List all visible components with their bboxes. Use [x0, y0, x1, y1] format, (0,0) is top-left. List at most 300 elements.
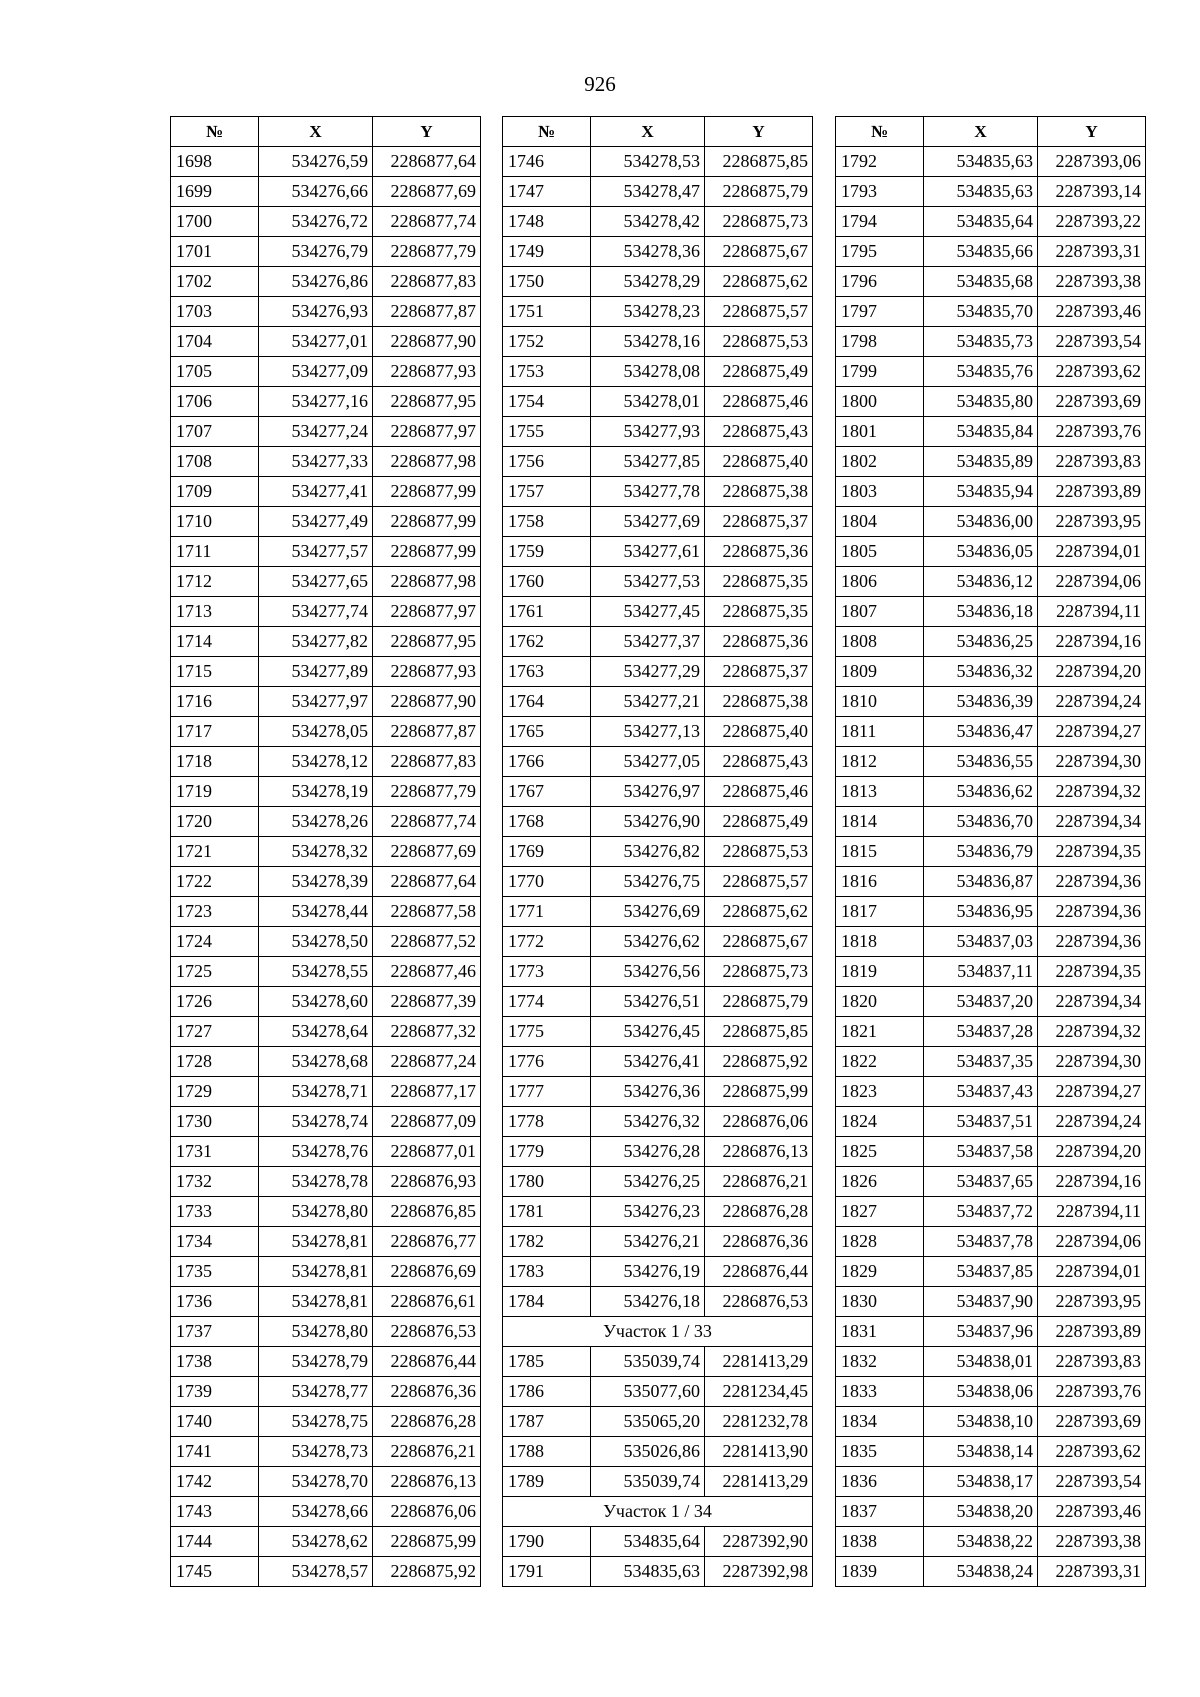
point-number: 1830 [836, 1287, 924, 1317]
table-row [171, 867, 481, 897]
x-coordinate: 534278,73 [259, 1437, 373, 1467]
x-coordinate: 534277,33 [259, 447, 373, 477]
y-coordinate: 2286877,74 [373, 207, 481, 237]
x-coordinate: 534838,24 [924, 1557, 1038, 1587]
coordinates-table-2 [502, 116, 813, 1587]
table-row [503, 1527, 813, 1557]
point-number: 1806 [836, 567, 924, 597]
table-row [836, 207, 1146, 237]
table-row [171, 1557, 481, 1587]
y-coordinate: 2286877,17 [373, 1077, 481, 1107]
point-number: 1756 [503, 447, 591, 477]
section-label: Участок 1 / 34 [503, 1497, 813, 1527]
y-coordinate: 2287393,46 [1038, 297, 1146, 327]
point-number: 1734 [171, 1227, 259, 1257]
y-coordinate: 2287394,27 [1038, 1077, 1146, 1107]
x-coordinate: 534835,64 [924, 207, 1038, 237]
point-number: 1760 [503, 567, 591, 597]
x-coordinate: 534835,64 [591, 1527, 705, 1557]
table-row [171, 747, 481, 777]
y-coordinate: 2281232,78 [705, 1407, 813, 1437]
table-header-row [836, 117, 1146, 147]
x-coordinate: 534278,47 [591, 177, 705, 207]
y-coordinate: 2286875,49 [705, 807, 813, 837]
x-coordinate: 534278,55 [259, 957, 373, 987]
y-coordinate: 2287394,36 [1038, 867, 1146, 897]
x-coordinate: 534277,78 [591, 477, 705, 507]
y-coordinate: 2286876,13 [705, 1137, 813, 1167]
point-number: 1764 [503, 687, 591, 717]
x-coordinate: 535039,74 [591, 1347, 705, 1377]
y-coordinate: 2286877,97 [373, 417, 481, 447]
point-number: 1812 [836, 747, 924, 777]
table-row [503, 1077, 813, 1107]
coordinates-table-1 [170, 116, 481, 1587]
point-number: 1820 [836, 987, 924, 1017]
table-row [171, 897, 481, 927]
y-coordinate: 2286875,43 [705, 747, 813, 777]
point-number: 1719 [171, 777, 259, 807]
y-coordinate: 2286877,97 [373, 597, 481, 627]
point-number: 1706 [171, 387, 259, 417]
point-number: 1836 [836, 1467, 924, 1497]
table-row [836, 717, 1146, 747]
y-coordinate: 2286877,58 [373, 897, 481, 927]
point-number: 1772 [503, 927, 591, 957]
table-row [171, 597, 481, 627]
point-number: 1774 [503, 987, 591, 1017]
y-coordinate: 2287394,20 [1038, 1137, 1146, 1167]
y-coordinate: 2286877,64 [373, 147, 481, 177]
x-coordinate: 534835,63 [924, 177, 1038, 207]
table-row [171, 177, 481, 207]
table-row [503, 1437, 813, 1467]
point-number: 1815 [836, 837, 924, 867]
x-coordinate: 535077,60 [591, 1377, 705, 1407]
table-row [836, 957, 1146, 987]
x-coordinate: 535039,74 [591, 1467, 705, 1497]
table-row [503, 747, 813, 777]
point-number: 1754 [503, 387, 591, 417]
table-row [836, 267, 1146, 297]
x-coordinate: 534278,70 [259, 1467, 373, 1497]
x-coordinate: 534277,57 [259, 537, 373, 567]
y-coordinate: 2287393,46 [1038, 1497, 1146, 1527]
table-row [836, 657, 1146, 687]
x-coordinate: 534278,76 [259, 1137, 373, 1167]
point-number: 1792 [836, 147, 924, 177]
point-number: 1784 [503, 1287, 591, 1317]
table-row [503, 357, 813, 387]
y-coordinate: 2286876,44 [373, 1347, 481, 1377]
y-coordinate: 2286876,53 [373, 1317, 481, 1347]
table-row [503, 1377, 813, 1407]
point-number: 1763 [503, 657, 591, 687]
x-coordinate: 535065,20 [591, 1407, 705, 1437]
x-coordinate: 534837,65 [924, 1167, 1038, 1197]
table-row [503, 597, 813, 627]
table-row [171, 1347, 481, 1377]
x-coordinate: 534278,23 [591, 297, 705, 327]
y-coordinate: 2286876,36 [705, 1227, 813, 1257]
x-coordinate: 534837,72 [924, 1197, 1038, 1227]
table-row [836, 1287, 1146, 1317]
x-coordinate: 534835,68 [924, 267, 1038, 297]
x-coordinate: 534277,13 [591, 717, 705, 747]
point-number: 1709 [171, 477, 259, 507]
y-coordinate: 2286875,40 [705, 717, 813, 747]
x-coordinate: 534276,28 [591, 1137, 705, 1167]
x-coordinate: 534278,32 [259, 837, 373, 867]
table-row [171, 807, 481, 837]
point-number: 1791 [503, 1557, 591, 1587]
y-coordinate: 2286877,95 [373, 387, 481, 417]
point-number: 1740 [171, 1407, 259, 1437]
y-coordinate: 2286877,09 [373, 1107, 481, 1137]
x-coordinate: 534276,51 [591, 987, 705, 1017]
table-row [171, 477, 481, 507]
y-coordinate: 2286876,53 [705, 1287, 813, 1317]
x-coordinate: 534277,65 [259, 567, 373, 597]
y-coordinate: 2286877,69 [373, 837, 481, 867]
point-number: 1811 [836, 717, 924, 747]
point-number: 1797 [836, 297, 924, 327]
x-coordinate: 534278,42 [591, 207, 705, 237]
y-coordinate: 2286875,85 [705, 147, 813, 177]
x-coordinate: 534835,63 [924, 147, 1038, 177]
point-number: 1749 [503, 237, 591, 267]
y-coordinate: 2287393,69 [1038, 1407, 1146, 1437]
header-y: Y [1038, 117, 1146, 147]
y-coordinate: 2286877,87 [373, 717, 481, 747]
x-coordinate: 534277,93 [591, 417, 705, 447]
table-row [171, 1437, 481, 1467]
y-coordinate: 2286877,39 [373, 987, 481, 1017]
y-coordinate: 2286876,06 [705, 1107, 813, 1137]
y-coordinate: 2286875,57 [705, 867, 813, 897]
table-row [836, 237, 1146, 267]
table-row [836, 357, 1146, 387]
table-row [836, 1257, 1146, 1287]
x-coordinate: 534837,28 [924, 1017, 1038, 1047]
y-coordinate: 2286875,57 [705, 297, 813, 327]
y-coordinate: 2287394,11 [1038, 597, 1146, 627]
y-coordinate: 2286877,99 [373, 507, 481, 537]
table-row [503, 1017, 813, 1047]
table-row [836, 1347, 1146, 1377]
point-number: 1716 [171, 687, 259, 717]
table-row [836, 1467, 1146, 1497]
x-coordinate: 534836,39 [924, 687, 1038, 717]
y-coordinate: 2286875,73 [705, 207, 813, 237]
x-coordinate: 534278,60 [259, 987, 373, 1017]
x-coordinate: 534277,89 [259, 657, 373, 687]
point-number: 1707 [171, 417, 259, 447]
x-coordinate: 534277,61 [591, 537, 705, 567]
table-row [503, 297, 813, 327]
x-coordinate: 534278,78 [259, 1167, 373, 1197]
y-coordinate: 2286875,38 [705, 477, 813, 507]
x-coordinate: 534837,11 [924, 957, 1038, 987]
point-number: 1725 [171, 957, 259, 987]
point-number: 1819 [836, 957, 924, 987]
y-coordinate: 2286877,98 [373, 567, 481, 597]
x-coordinate: 534278,62 [259, 1527, 373, 1557]
x-coordinate: 534835,63 [591, 1557, 705, 1587]
y-coordinate: 2286877,32 [373, 1017, 481, 1047]
x-coordinate: 534838,20 [924, 1497, 1038, 1527]
x-coordinate: 534278,66 [259, 1497, 373, 1527]
y-coordinate: 2287393,83 [1038, 447, 1146, 477]
point-number: 1765 [503, 717, 591, 747]
table-row [836, 1527, 1146, 1557]
x-coordinate: 534837,03 [924, 927, 1038, 957]
y-coordinate: 2286877,90 [373, 327, 481, 357]
table-row [503, 837, 813, 867]
point-number: 1731 [171, 1137, 259, 1167]
x-coordinate: 534835,80 [924, 387, 1038, 417]
point-number: 1769 [503, 837, 591, 867]
y-coordinate: 2281413,29 [705, 1347, 813, 1377]
y-coordinate: 2286876,61 [373, 1287, 481, 1317]
x-coordinate: 534278,01 [591, 387, 705, 417]
x-coordinate: 534836,70 [924, 807, 1038, 837]
y-coordinate: 2287393,31 [1038, 1557, 1146, 1587]
point-number: 1798 [836, 327, 924, 357]
y-coordinate: 2287392,98 [705, 1557, 813, 1587]
point-number: 1736 [171, 1287, 259, 1317]
point-number: 1786 [503, 1377, 591, 1407]
x-coordinate: 534277,01 [259, 327, 373, 357]
x-coordinate: 534838,01 [924, 1347, 1038, 1377]
y-coordinate: 2287394,30 [1038, 1047, 1146, 1077]
y-coordinate: 2287393,22 [1038, 207, 1146, 237]
x-coordinate: 534277,29 [591, 657, 705, 687]
x-coordinate: 534277,24 [259, 417, 373, 447]
x-coordinate: 534276,59 [259, 147, 373, 177]
table-row [836, 867, 1146, 897]
point-number: 1748 [503, 207, 591, 237]
table-row [836, 927, 1146, 957]
table-row [503, 1347, 813, 1377]
y-coordinate: 2286877,93 [373, 657, 481, 687]
point-number: 1789 [503, 1467, 591, 1497]
y-coordinate: 2286875,92 [373, 1557, 481, 1587]
point-number: 1767 [503, 777, 591, 807]
x-coordinate: 534277,37 [591, 627, 705, 657]
table-row [503, 327, 813, 357]
table-row [503, 237, 813, 267]
point-number: 1826 [836, 1167, 924, 1197]
table-row [171, 417, 481, 447]
point-number: 1743 [171, 1497, 259, 1527]
y-coordinate: 2286876,06 [373, 1497, 481, 1527]
y-coordinate: 2287394,27 [1038, 717, 1146, 747]
x-coordinate: 534276,32 [591, 1107, 705, 1137]
table-row [836, 627, 1146, 657]
table-row [836, 807, 1146, 837]
table-row [836, 1317, 1146, 1347]
table-row [503, 177, 813, 207]
table-row [171, 1467, 481, 1497]
table-row [503, 1557, 813, 1587]
x-coordinate: 534277,49 [259, 507, 373, 537]
table-row [836, 897, 1146, 927]
table-row [836, 387, 1146, 417]
y-coordinate: 2286875,53 [705, 837, 813, 867]
x-coordinate: 534278,79 [259, 1347, 373, 1377]
y-coordinate: 2286877,83 [373, 747, 481, 777]
table-row [503, 1227, 813, 1257]
y-coordinate: 2286877,90 [373, 687, 481, 717]
table-row [171, 1167, 481, 1197]
point-number: 1723 [171, 897, 259, 927]
x-coordinate: 534276,62 [591, 927, 705, 957]
point-number: 1829 [836, 1257, 924, 1287]
point-number: 1762 [503, 627, 591, 657]
y-coordinate: 2286877,46 [373, 957, 481, 987]
x-coordinate: 534278,81 [259, 1257, 373, 1287]
point-number: 1727 [171, 1017, 259, 1047]
point-number: 1805 [836, 537, 924, 567]
y-coordinate: 2286875,49 [705, 357, 813, 387]
y-coordinate: 2286876,21 [705, 1167, 813, 1197]
table-row [171, 267, 481, 297]
table-row [503, 927, 813, 957]
table-row [836, 1107, 1146, 1137]
point-number: 1712 [171, 567, 259, 597]
x-coordinate: 534278,74 [259, 1107, 373, 1137]
point-number: 1807 [836, 597, 924, 627]
x-coordinate: 534278,50 [259, 927, 373, 957]
table-row [836, 687, 1146, 717]
y-coordinate: 2286877,98 [373, 447, 481, 477]
y-coordinate: 2286875,35 [705, 567, 813, 597]
table-row [171, 297, 481, 327]
table-row [171, 327, 481, 357]
y-coordinate: 2287394,20 [1038, 657, 1146, 687]
table-row [836, 1197, 1146, 1227]
point-number: 1794 [836, 207, 924, 237]
table-row [836, 1167, 1146, 1197]
header-y: Y [705, 117, 813, 147]
header-num: № [503, 117, 591, 147]
y-coordinate: 2287393,89 [1038, 1317, 1146, 1347]
table-row [503, 1167, 813, 1197]
y-coordinate: 2286875,79 [705, 177, 813, 207]
x-coordinate: 534278,08 [591, 357, 705, 387]
y-coordinate: 2287392,90 [705, 1527, 813, 1557]
table-row [171, 1287, 481, 1317]
header-x: X [591, 117, 705, 147]
x-coordinate: 534278,44 [259, 897, 373, 927]
y-coordinate: 2286876,28 [705, 1197, 813, 1227]
point-number: 1838 [836, 1527, 924, 1557]
x-coordinate: 534838,06 [924, 1377, 1038, 1407]
y-coordinate: 2287394,01 [1038, 537, 1146, 567]
y-coordinate: 2286877,87 [373, 297, 481, 327]
x-coordinate: 534276,79 [259, 237, 373, 267]
y-coordinate: 2286877,01 [373, 1137, 481, 1167]
y-coordinate: 2287394,24 [1038, 687, 1146, 717]
x-coordinate: 534278,05 [259, 717, 373, 747]
x-coordinate: 534278,77 [259, 1377, 373, 1407]
y-coordinate: 2281234,45 [705, 1377, 813, 1407]
x-coordinate: 534277,05 [591, 747, 705, 777]
y-coordinate: 2286877,99 [373, 537, 481, 567]
x-coordinate: 534278,16 [591, 327, 705, 357]
point-number: 1722 [171, 867, 259, 897]
table-row [503, 1137, 813, 1167]
table-row [171, 237, 481, 267]
table-row [171, 1197, 481, 1227]
point-number: 1705 [171, 357, 259, 387]
x-coordinate: 534836,25 [924, 627, 1038, 657]
y-coordinate: 2287394,16 [1038, 627, 1146, 657]
table-row [171, 957, 481, 987]
table-row [171, 537, 481, 567]
x-coordinate: 534276,45 [591, 1017, 705, 1047]
point-number: 1808 [836, 627, 924, 657]
y-coordinate: 2287394,11 [1038, 1197, 1146, 1227]
table-row [171, 507, 481, 537]
x-coordinate: 534276,66 [259, 177, 373, 207]
y-coordinate: 2286875,99 [373, 1527, 481, 1557]
x-coordinate: 534836,55 [924, 747, 1038, 777]
point-number: 1720 [171, 807, 259, 837]
point-number: 1728 [171, 1047, 259, 1077]
x-coordinate: 534278,12 [259, 747, 373, 777]
table-row [836, 1047, 1146, 1077]
table-row [171, 927, 481, 957]
table-row [836, 777, 1146, 807]
y-coordinate: 2286876,69 [373, 1257, 481, 1287]
x-coordinate: 534278,80 [259, 1317, 373, 1347]
y-coordinate: 2286875,46 [705, 387, 813, 417]
x-coordinate: 534276,69 [591, 897, 705, 927]
table-row [171, 357, 481, 387]
x-coordinate: 534835,89 [924, 447, 1038, 477]
table-row [171, 987, 481, 1017]
y-coordinate: 2286876,44 [705, 1257, 813, 1287]
y-coordinate: 2287394,01 [1038, 1257, 1146, 1287]
y-coordinate: 2287393,06 [1038, 147, 1146, 177]
y-coordinate: 2287393,54 [1038, 1467, 1146, 1497]
y-coordinate: 2286875,37 [705, 657, 813, 687]
point-number: 1753 [503, 357, 591, 387]
point-number: 1759 [503, 537, 591, 567]
table-row [836, 1077, 1146, 1107]
y-coordinate: 2286877,93 [373, 357, 481, 387]
table-row [503, 1467, 813, 1497]
point-number: 1776 [503, 1047, 591, 1077]
point-number: 1711 [171, 537, 259, 567]
table-row [171, 1107, 481, 1137]
table-row [503, 1197, 813, 1227]
x-coordinate: 534276,90 [591, 807, 705, 837]
y-coordinate: 2287394,35 [1038, 837, 1146, 867]
coordinates-table-3 [835, 116, 1146, 1587]
x-coordinate: 534835,84 [924, 417, 1038, 447]
table-row [171, 1257, 481, 1287]
point-number: 1790 [503, 1527, 591, 1557]
point-number: 1721 [171, 837, 259, 867]
y-coordinate: 2286875,35 [705, 597, 813, 627]
y-coordinate: 2287393,62 [1038, 357, 1146, 387]
point-number: 1795 [836, 237, 924, 267]
x-coordinate: 534837,78 [924, 1227, 1038, 1257]
point-number: 1761 [503, 597, 591, 627]
